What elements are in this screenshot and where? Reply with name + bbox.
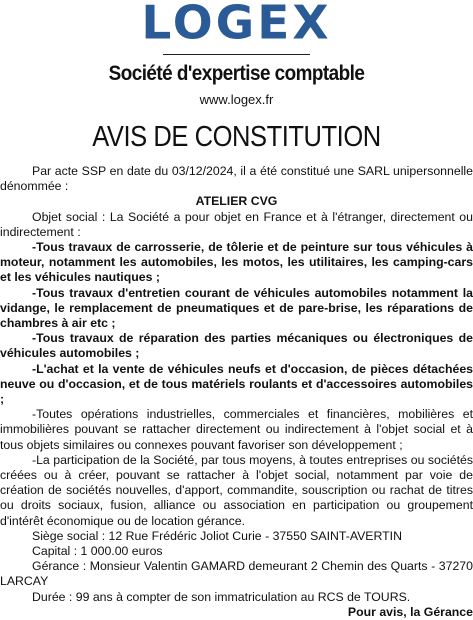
tagline: Société d'expertise comptable: [108, 62, 365, 85]
notice-body: [0, 164, 473, 620]
signature: Pour avis, la Gérance: [347, 604, 473, 619]
objet-item-reparation: -Tous travaux de réparation des parties mécaniques ou électroniques de véhicules automobiles ;: [0, 331, 473, 361]
gerance: Gérance : Monsieur Valentin GAMARD demeurant 2 Chemin des Quarts - 37270 LARCAY: [0, 559, 473, 589]
company-name: ATELIER CVG: [195, 194, 278, 209]
objet-item-entretien: -Tous travaux d'entretien courant de véhicules automobiles notamment la vidange, le remplacement de pneumatiques et de pare-brise, les réparations de chambres à air etc ;: [0, 285, 473, 331]
logo-divider: [163, 54, 310, 55]
logex-logo: [0, 0, 473, 51]
capital: Capital : 1 000.00 euros: [32, 544, 163, 559]
objet-item-achat-vente: -L'achat et la vente de véhicules neufs et d'occasion, de pièces détachées neuve ou d'occasion, et de tous matériels roulants et d'accessoires automobiles ;: [0, 361, 473, 407]
objet-item-participation: -La participation de la Société, par tous moyens, à toutes entreprises ou sociétés créées ou à créer, pouvant se rattacher à l'objet social, notamment par voie de création de sociétés nouvelles, d'apport, commandite, souscription ou rachat de titres ou droits sociaux, fusion, alliance ou association en participation ou groupement d'intérêt économique ou de location gérance.: [0, 452, 473, 528]
duree: Durée : 99 ans à compter de son immatriculation au RCS de TOURS.: [32, 589, 411, 604]
objet-paragraph: Objet social : La Société a pour objet en France et à l'étranger, directement ou indirectement :: [0, 209, 473, 239]
notice-heading: AVIS DE CONSTITUTION: [92, 121, 381, 153]
objet-item-carrosserie: -Tous travaux de carrosserie, de tôlerie et de peinture sur tous véhicules à moteur, notamment les automobiles, les motos, les utilitaires, les camping-cars et les véhicules nautiques ;: [0, 240, 473, 285]
logo-text: LOGEX: [141, 0, 332, 51]
intro-paragraph: Par acte SSP en date du 03/12/2024, il a été constitué une SARL unipersonnelle dénommée :: [0, 164, 473, 194]
objet-item-operations: -Toutes opérations industrielles, commerciales et financières, mobilières et immobilières pouvant se rattacher directement ou indirectement à l'objet social et à tous objets similaires ou connexes pouvant favoriser son développement ;: [0, 407, 473, 452]
website: www.logex.fr: [199, 92, 274, 107]
siege-social: Siège social : 12 Rue Frédéric Joliot Curie - 37550 SAINT-AVERTIN: [32, 528, 402, 543]
